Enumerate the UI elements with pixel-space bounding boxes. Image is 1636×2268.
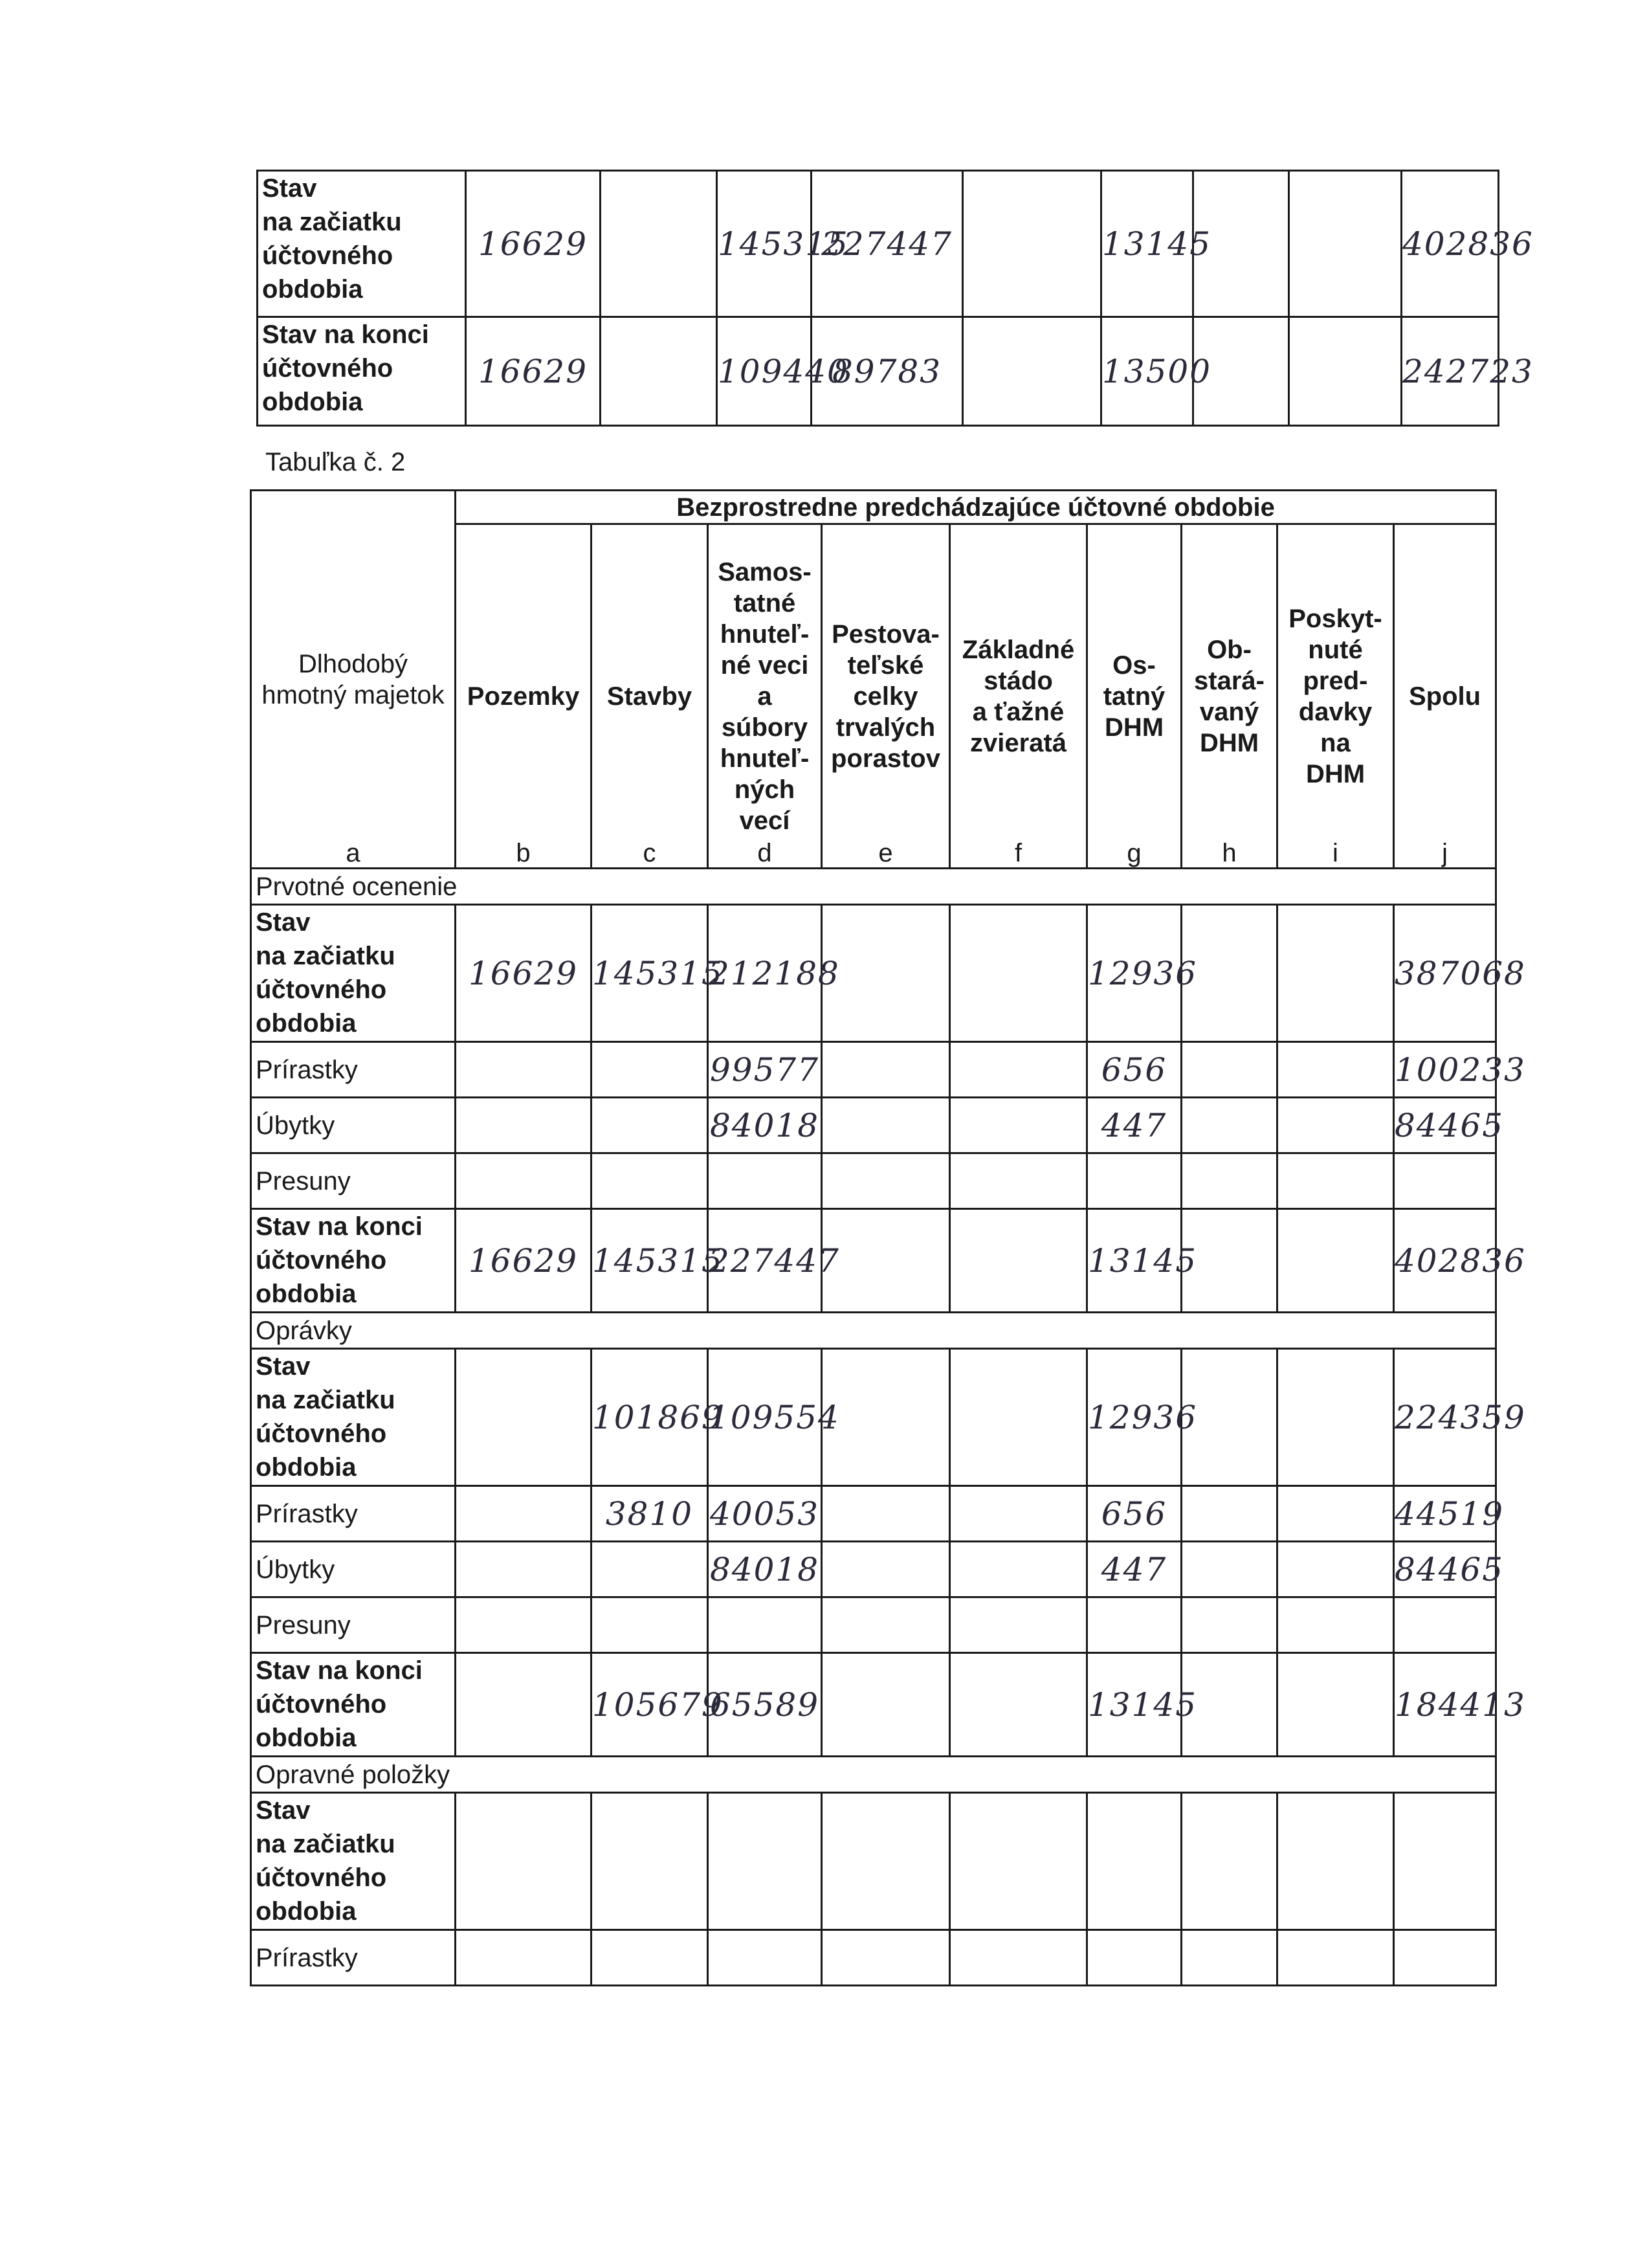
value-cell: 145315 bbox=[591, 1209, 708, 1313]
column-letter: b bbox=[516, 839, 531, 867]
value-cell: 212188 bbox=[708, 905, 822, 1042]
value-cell: 16629 bbox=[466, 317, 601, 426]
row-label: Prírastky bbox=[251, 1486, 456, 1542]
value-cell bbox=[950, 1349, 1087, 1486]
value-cell bbox=[950, 905, 1087, 1042]
column-header bbox=[456, 524, 591, 869]
value-cell: 224359 bbox=[1394, 1349, 1496, 1486]
value-cell bbox=[1277, 1793, 1394, 1930]
row-label: Stav na konci účtovného obdobia bbox=[258, 317, 466, 426]
value-cell: 656 bbox=[1087, 1042, 1182, 1098]
value-cell bbox=[456, 1486, 591, 1542]
row-label: Stav na začiatku účtovného obdobia bbox=[251, 905, 456, 1042]
value-cell bbox=[1289, 171, 1402, 317]
value-cell bbox=[1394, 1597, 1496, 1653]
row-label: Prírastky bbox=[251, 1930, 456, 1986]
value-cell bbox=[1277, 1542, 1394, 1597]
table-row bbox=[251, 1153, 1496, 1209]
value-cell bbox=[1182, 1098, 1277, 1153]
value-cell: 447 bbox=[1087, 1542, 1182, 1597]
value-cell: 3810 bbox=[591, 1486, 708, 1542]
table-row bbox=[251, 1542, 1496, 1597]
value-cell: 84018 bbox=[708, 1098, 822, 1153]
value-cell bbox=[1394, 1793, 1496, 1930]
column-header bbox=[1277, 524, 1394, 869]
value-cell: 40053 bbox=[708, 1486, 822, 1542]
value-cell bbox=[822, 1349, 950, 1486]
value-cell bbox=[708, 1153, 822, 1209]
section-title: Prvotné ocenenie bbox=[251, 869, 1496, 905]
section-row bbox=[251, 1313, 1496, 1349]
value-cell: 16629 bbox=[466, 171, 601, 317]
value-cell bbox=[950, 1098, 1087, 1153]
table-row bbox=[251, 1793, 1496, 1930]
value-cell bbox=[1277, 1209, 1394, 1313]
value-cell bbox=[456, 1597, 591, 1653]
value-cell bbox=[456, 1653, 591, 1757]
row-label: Presuny bbox=[251, 1153, 456, 1209]
column-letter: e bbox=[878, 839, 893, 867]
table-row bbox=[251, 1486, 1496, 1542]
value-cell bbox=[456, 1542, 591, 1597]
value-cell: 402836 bbox=[1394, 1209, 1496, 1313]
value-cell bbox=[963, 171, 1101, 317]
value-cell bbox=[591, 1597, 708, 1653]
column-letter: j bbox=[1442, 839, 1448, 867]
value-cell bbox=[1087, 1793, 1182, 1930]
value-cell: 387068 bbox=[1394, 905, 1496, 1042]
section-row bbox=[251, 1757, 1496, 1793]
value-cell bbox=[1087, 1930, 1182, 1986]
column-label: Os- tatný DHM bbox=[1103, 650, 1166, 742]
table-row bbox=[251, 1653, 1496, 1757]
value-cell: 84465 bbox=[1394, 1098, 1496, 1153]
value-cell bbox=[456, 1793, 591, 1930]
value-cell bbox=[950, 1793, 1087, 1930]
first-column-label: Dlhodobý hmotný majetok bbox=[261, 649, 445, 709]
row-label: Stav na konci účtovného obdobia bbox=[251, 1209, 456, 1313]
value-cell bbox=[601, 317, 717, 426]
value-cell bbox=[950, 1153, 1087, 1209]
value-cell bbox=[1289, 317, 1402, 426]
table-row bbox=[251, 1930, 1496, 1986]
value-cell bbox=[456, 1349, 591, 1486]
table-row bbox=[251, 1597, 1496, 1653]
value-cell: 84465 bbox=[1394, 1542, 1496, 1597]
value-cell bbox=[1277, 1597, 1394, 1653]
value-cell: 13145 bbox=[1087, 1209, 1182, 1313]
row-label: Stav na začiatku účtovného obdobia bbox=[258, 171, 466, 317]
column-letter: g bbox=[1127, 839, 1142, 867]
column-letter: i bbox=[1332, 839, 1338, 867]
value-cell: 184413 bbox=[1394, 1653, 1496, 1757]
value-cell: 109554 bbox=[708, 1349, 822, 1486]
value-cell bbox=[456, 1930, 591, 1986]
value-cell bbox=[1087, 1597, 1182, 1653]
value-cell bbox=[822, 1098, 950, 1153]
value-cell: 227447 bbox=[708, 1209, 822, 1313]
value-cell: 16629 bbox=[456, 1209, 591, 1313]
column-label: Pozemky bbox=[467, 682, 580, 711]
column-letter: c bbox=[643, 839, 656, 867]
value-cell: 44519 bbox=[1394, 1486, 1496, 1542]
value-cell: 242723 bbox=[1402, 317, 1499, 426]
value-cell bbox=[1277, 1930, 1394, 1986]
value-cell bbox=[591, 1153, 708, 1209]
value-cell: 12936 bbox=[1087, 905, 1182, 1042]
value-cell bbox=[950, 1597, 1087, 1653]
value-cell bbox=[1277, 1653, 1394, 1757]
table-row bbox=[251, 1349, 1496, 1486]
value-cell: 447 bbox=[1087, 1098, 1182, 1153]
column-letter: f bbox=[1014, 839, 1022, 867]
value-cell: 99577 bbox=[708, 1042, 822, 1098]
value-cell bbox=[950, 1653, 1087, 1757]
value-cell bbox=[1182, 1597, 1277, 1653]
value-cell: 145315 bbox=[717, 171, 812, 317]
value-cell bbox=[1182, 1930, 1277, 1986]
value-cell: 227447 bbox=[812, 171, 963, 317]
value-cell bbox=[1182, 1486, 1277, 1542]
value-cell bbox=[963, 317, 1101, 426]
row-label: Úbytky bbox=[251, 1098, 456, 1153]
value-cell bbox=[822, 1930, 950, 1986]
value-cell: 656 bbox=[1087, 1486, 1182, 1542]
value-cell bbox=[591, 1098, 708, 1153]
column-header bbox=[591, 524, 708, 869]
value-cell bbox=[708, 1930, 822, 1986]
section-title: Oprávky bbox=[251, 1313, 1496, 1349]
value-cell bbox=[950, 1542, 1087, 1597]
value-cell bbox=[456, 1098, 591, 1153]
value-cell bbox=[1394, 1153, 1496, 1209]
table-caption: Tabuľka č. 2 bbox=[265, 448, 406, 476]
column-label: Základné stádo a ťažné zvieratá bbox=[962, 635, 1075, 757]
column-label: Poskyt- nuté pred- davky na DHM bbox=[1288, 604, 1382, 788]
column-letter: a bbox=[346, 839, 360, 867]
value-cell bbox=[591, 1542, 708, 1597]
row-label: Stav na konci účtovného obdobia bbox=[251, 1653, 456, 1757]
first-column-header bbox=[251, 491, 456, 869]
table-row bbox=[251, 1042, 1496, 1098]
value-cell bbox=[591, 1042, 708, 1098]
value-cell bbox=[822, 1793, 950, 1930]
value-cell: 12936 bbox=[1087, 1349, 1182, 1486]
value-cell bbox=[1277, 1098, 1394, 1153]
value-cell bbox=[822, 1653, 950, 1757]
top-table-row bbox=[258, 317, 1499, 426]
column-header bbox=[950, 524, 1087, 869]
value-cell bbox=[822, 1542, 950, 1597]
column-label: Stavby bbox=[606, 682, 692, 711]
value-cell bbox=[950, 1486, 1087, 1542]
value-cell: 13145 bbox=[1087, 1653, 1182, 1757]
value-cell bbox=[1087, 1153, 1182, 1209]
value-cell bbox=[708, 1793, 822, 1930]
row-label: Stav na začiatku účtovného obdobia bbox=[251, 1793, 456, 1930]
value-cell bbox=[1394, 1930, 1496, 1986]
value-cell: 100233 bbox=[1394, 1042, 1496, 1098]
value-cell: 13145 bbox=[1101, 171, 1193, 317]
row-label: Prírastky bbox=[251, 1042, 456, 1098]
column-header bbox=[1394, 524, 1496, 869]
section-row bbox=[251, 869, 1496, 905]
column-header bbox=[1182, 524, 1277, 869]
value-cell bbox=[1182, 1793, 1277, 1930]
value-cell: 65589 bbox=[708, 1653, 822, 1757]
value-cell bbox=[950, 1930, 1087, 1986]
value-cell bbox=[601, 171, 717, 317]
column-label: Pestova- teľské celky trvalých porastov bbox=[831, 619, 940, 773]
value-cell bbox=[822, 1153, 950, 1209]
top-table-row bbox=[258, 171, 1499, 317]
period-header: Bezprostredne predchádzajúce účtovné obdobie bbox=[456, 491, 1496, 524]
value-cell bbox=[1277, 1486, 1394, 1542]
value-cell: 84018 bbox=[708, 1542, 822, 1597]
row-label: Presuny bbox=[251, 1597, 456, 1653]
value-cell: 89783 bbox=[812, 317, 963, 426]
header-row-period bbox=[251, 491, 1496, 524]
value-cell bbox=[591, 1930, 708, 1986]
value-cell bbox=[1277, 1042, 1394, 1098]
value-cell bbox=[1277, 1153, 1394, 1209]
value-cell bbox=[950, 1209, 1087, 1313]
row-label: Stav na začiatku účtovného obdobia bbox=[251, 1349, 456, 1486]
table-row bbox=[251, 905, 1496, 1042]
value-cell bbox=[1182, 1042, 1277, 1098]
value-cell bbox=[950, 1042, 1087, 1098]
column-label: Samos- tatné hnuteľ- né veci a súbory hnuteľ- ných vecí bbox=[718, 557, 812, 835]
value-cell bbox=[1182, 1153, 1277, 1209]
value-cell: 145315 bbox=[591, 905, 708, 1042]
value-cell bbox=[822, 1209, 950, 1313]
value-cell: 16629 bbox=[456, 905, 591, 1042]
column-letter: d bbox=[757, 839, 772, 867]
column-label: Ob- stará- vaný DHM bbox=[1194, 635, 1265, 757]
value-cell: 402836 bbox=[1402, 171, 1499, 317]
section-title: Opravné položky bbox=[251, 1757, 1496, 1793]
row-label: Úbytky bbox=[251, 1542, 456, 1597]
value-cell bbox=[822, 1486, 950, 1542]
top-table bbox=[256, 170, 1534, 427]
value-cell bbox=[456, 1153, 591, 1209]
column-header bbox=[1087, 524, 1182, 869]
value-cell bbox=[822, 905, 950, 1042]
column-header bbox=[708, 524, 822, 869]
value-cell bbox=[456, 1042, 591, 1098]
column-header bbox=[822, 524, 950, 869]
column-label: Spolu bbox=[1408, 682, 1481, 711]
table-row bbox=[251, 1098, 1496, 1153]
table-row bbox=[251, 1209, 1496, 1313]
value-cell: 105679 bbox=[591, 1653, 708, 1757]
value-cell: 13500 bbox=[1101, 317, 1193, 426]
value-cell bbox=[822, 1042, 950, 1098]
value-cell bbox=[708, 1597, 822, 1653]
main-table bbox=[250, 489, 1526, 1986]
value-cell: 109440 bbox=[717, 317, 812, 426]
value-cell: 101869 bbox=[591, 1349, 708, 1486]
value-cell bbox=[822, 1597, 950, 1653]
value-cell bbox=[1277, 1349, 1394, 1486]
value-cell bbox=[591, 1793, 708, 1930]
value-cell bbox=[1182, 1542, 1277, 1597]
column-letter: h bbox=[1222, 839, 1237, 867]
value-cell bbox=[1277, 905, 1394, 1042]
